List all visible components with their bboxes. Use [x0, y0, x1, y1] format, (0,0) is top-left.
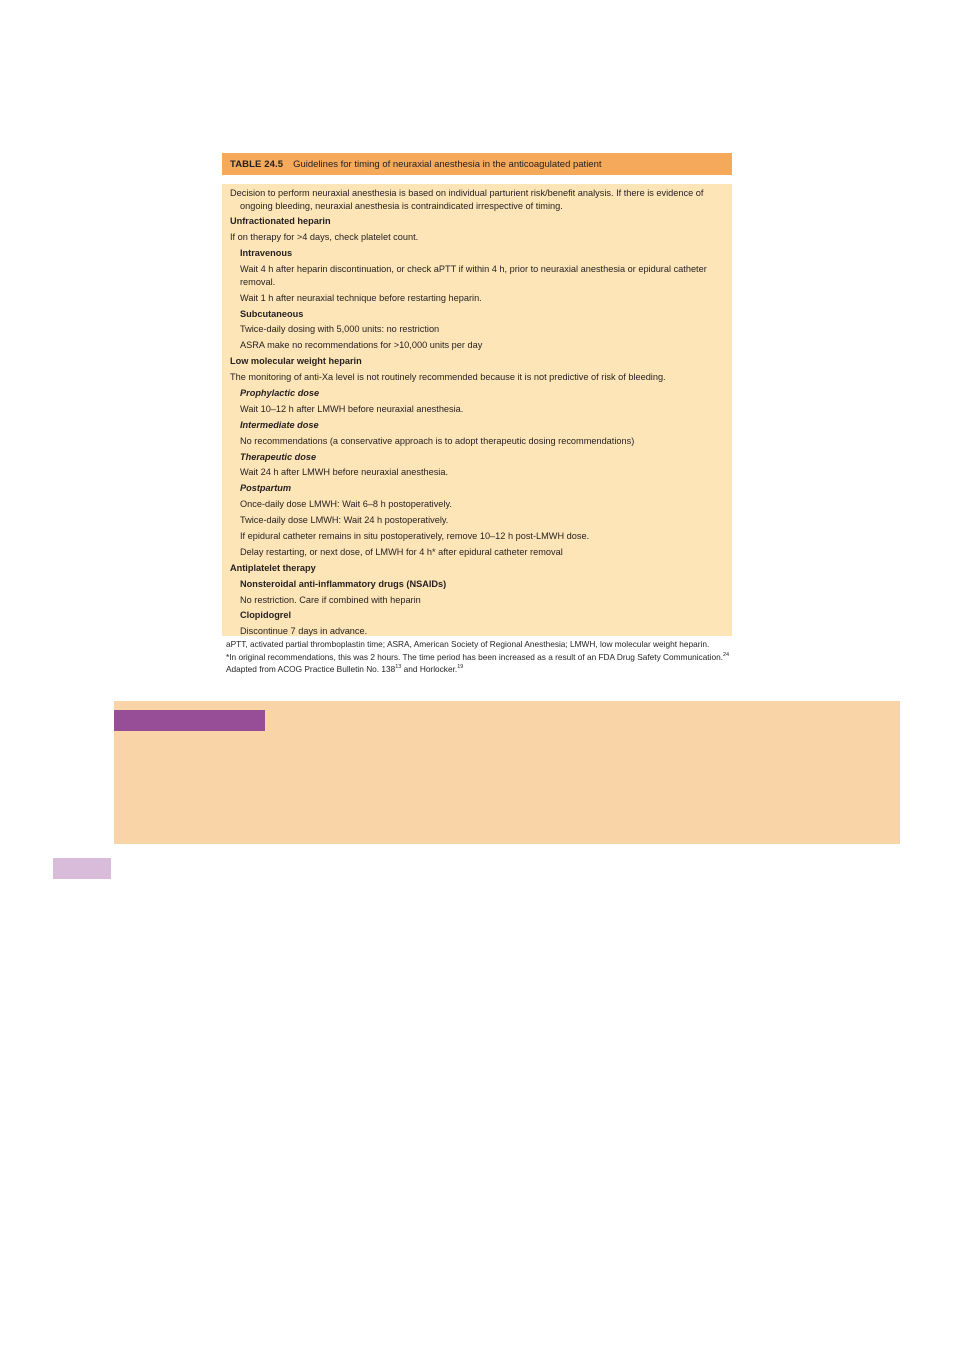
table-row: Wait 10–12 h after LMWH before neuraxial anesthesia.: [240, 403, 464, 414]
asterisk-footnote: *In original recommendations, this was 2 hours. The time period has been increased as a result of an FDA Drug Safety Communication.$^{24}$: [226, 651, 730, 662]
callout-title-bar: [114, 710, 265, 731]
table-title: Guidelines for timing of neuraxial anesthesia in the anticoagulated patient: [293, 158, 602, 170]
subsection-heading: Clopidogrel: [240, 610, 292, 621]
table-row: The monitoring of anti-Xa level is not routinely recommended because it is not predictive of risk of bleeding.: [230, 372, 666, 383]
subsection-heading: Intravenous: [240, 248, 293, 259]
table-row: No restriction. Care if combined with heparin: [240, 594, 421, 605]
subsection-heading: Therapeutic dose: [240, 451, 317, 462]
subsection-heading: Subcutaneous: [240, 308, 304, 319]
table-footnotes: [222, 639, 732, 674]
table-row: Once-daily dose LMWH: Wait 6–8 h postoperatively.: [240, 499, 452, 510]
table-row: ASRA make no recommendations for >10,000 units per day: [240, 340, 483, 351]
subsection-heading: Intermediate dose: [240, 419, 319, 430]
table-row: Discontinue 7 days in advance.: [240, 626, 368, 637]
table-row: No recommendations (a conservative approach is to adopt therapeutic dosing recommendations): [240, 435, 635, 446]
section-heading: Unfractionated heparin: [230, 216, 331, 227]
subsection-heading: Postpartum: [240, 483, 292, 494]
table-row: Wait 24 h after LMWH before neuraxial anesthesia.: [240, 467, 449, 478]
table-row: If epidural catheter remains in situ postoperatively, remove 10–12 h post-LMWH dose.: [240, 531, 590, 541]
table-row: Wait 4 h after heparin discontinuation, or check aPTT if within 4 h, prior to neuraxial anesthesia or epidural catheter removal.: [240, 264, 707, 287]
table-row: If on therapy for >4 days, check platelet count.: [230, 232, 419, 243]
table-row: Twice-daily dose LMWH: Wait 24 h postoperatively.: [240, 515, 449, 526]
table-row: Delay restarting, or next dose, of LMWH for 4 h* after epidural catheter removal: [240, 546, 563, 557]
anticoagulation-table: [222, 153, 732, 674]
table-body: [222, 184, 732, 636]
table-header: [222, 153, 732, 175]
source-footnote: Adapted from ACOG Practice Bulletin No. $138^{13}$ and Horlocker.$^{19}$: [226, 663, 464, 674]
table-row: Wait 1 h after neuraxial technique before restarting heparin.: [240, 292, 482, 303]
table-number: TABLE 24.5: [230, 158, 284, 170]
abbreviation-footnote: aPTT, activated partial thromboplastin time; ASRA, American Society of Regional Anesthesia; LMWH, low molecular weight heparin.: [226, 639, 710, 649]
table-intro: Decision to perform neuraxial anesthesia is based on individual parturient risk/benefit analysis. If there is evidence of ongoing bleeding, neuraxial anesthesia is contraindicated irrespective of timing.: [230, 188, 704, 211]
section-heading: Antiplatelet therapy: [230, 562, 316, 573]
margin-marker: [53, 858, 111, 879]
table-row: Twice-daily dosing with 5,000 units: no restriction: [240, 324, 440, 335]
section-heading: Low molecular weight heparin: [230, 356, 362, 367]
subsection-heading: Nonsteroidal anti-inflammatory drugs (NSAIDs): [240, 578, 447, 589]
subsection-heading: Prophylactic dose: [240, 387, 320, 398]
callout-box: [114, 701, 900, 844]
